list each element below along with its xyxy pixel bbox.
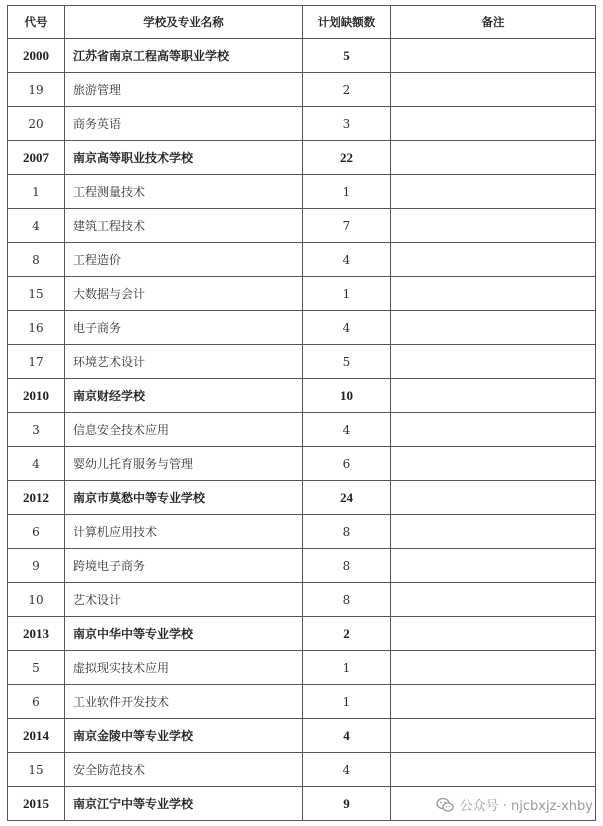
school-row	[8, 617, 596, 651]
cell-name: 艺术设计	[65, 583, 303, 617]
cell-count: 5	[303, 345, 391, 379]
cell-note	[391, 447, 596, 481]
cell-note	[391, 583, 596, 617]
cell-count: 8	[303, 515, 391, 549]
cell-code: 2013	[8, 617, 65, 651]
cell-note	[391, 345, 596, 379]
cell-count: 8	[303, 583, 391, 617]
cell-count: 10	[303, 379, 391, 413]
watermark	[436, 795, 593, 814]
cell-name: 南京金陵中等专业学校	[65, 719, 303, 753]
cell-name: 南京中华中等专业学校	[65, 617, 303, 651]
cell-name: 电子商务	[65, 311, 303, 345]
cell-note	[391, 719, 596, 753]
cell-count: 9	[303, 787, 391, 821]
watermark-text: 公众号 · njcbxjz-xhby	[459, 799, 593, 814]
cell-note	[391, 175, 596, 209]
cell-count: 24	[303, 481, 391, 515]
cell-code: 6	[8, 685, 65, 719]
major-row	[8, 311, 596, 345]
major-row	[8, 209, 596, 243]
cell-code: 19	[8, 73, 65, 107]
cell-count: 1	[303, 175, 391, 209]
major-row	[8, 413, 596, 447]
cell-count: 2	[303, 617, 391, 651]
cell-count: 4	[303, 719, 391, 753]
cell-count: 3	[303, 107, 391, 141]
cell-code: 4	[8, 209, 65, 243]
school-row	[8, 379, 596, 413]
cell-name: 工业软件开发技术	[65, 685, 303, 719]
cell-count: 4	[303, 413, 391, 447]
cell-code: 2007	[8, 141, 65, 175]
cell-count: 4	[303, 311, 391, 345]
major-row	[8, 277, 596, 311]
major-row	[8, 651, 596, 685]
cell-code: 4	[8, 447, 65, 481]
enrollment-table	[7, 5, 596, 821]
major-row	[8, 243, 596, 277]
cell-name: 南京市莫愁中等专业学校	[65, 481, 303, 515]
header-note: 备注	[391, 6, 596, 39]
cell-name: 江苏省南京工程高等职业学校	[65, 39, 303, 73]
cell-count: 6	[303, 447, 391, 481]
major-row	[8, 583, 596, 617]
cell-note	[391, 549, 596, 583]
cell-code: 9	[8, 549, 65, 583]
cell-code: 2015	[8, 787, 65, 821]
cell-code: 2010	[8, 379, 65, 413]
cell-code: 15	[8, 277, 65, 311]
cell-name: 南京高等职业技术学校	[65, 141, 303, 175]
cell-code: 16	[8, 311, 65, 345]
cell-note	[391, 141, 596, 175]
major-row	[8, 515, 596, 549]
header-code: 代号	[8, 6, 65, 39]
cell-code: 1	[8, 175, 65, 209]
cell-note	[391, 413, 596, 447]
major-row	[8, 175, 596, 209]
major-row	[8, 345, 596, 379]
cell-name: 跨境电子商务	[65, 549, 303, 583]
cell-name: 南京财经学校	[65, 379, 303, 413]
cell-note	[391, 651, 596, 685]
cell-name: 大数据与会计	[65, 277, 303, 311]
cell-code: 3	[8, 413, 65, 447]
cell-name: 婴幼儿托育服务与管理	[65, 447, 303, 481]
cell-note	[391, 515, 596, 549]
major-row	[8, 73, 596, 107]
cell-note	[391, 481, 596, 515]
cell-name: 旅游管理	[65, 73, 303, 107]
cell-count: 1	[303, 277, 391, 311]
cell-name: 计算机应用技术	[65, 515, 303, 549]
cell-code: 15	[8, 753, 65, 787]
cell-count: 8	[303, 549, 391, 583]
cell-note	[391, 243, 596, 277]
table-body	[8, 39, 596, 821]
cell-code: 2000	[8, 39, 65, 73]
cell-note	[391, 73, 596, 107]
major-row	[8, 447, 596, 481]
cell-code: 2012	[8, 481, 65, 515]
cell-name: 信息安全技术应用	[65, 413, 303, 447]
cell-code: 2014	[8, 719, 65, 753]
cell-name: 建筑工程技术	[65, 209, 303, 243]
cell-count: 1	[303, 651, 391, 685]
cell-name: 南京江宁中等专业学校	[65, 787, 303, 821]
major-row	[8, 107, 596, 141]
cell-code: 17	[8, 345, 65, 379]
cell-code: 6	[8, 515, 65, 549]
cell-note	[391, 277, 596, 311]
wechat-icon	[436, 797, 454, 813]
cell-note	[391, 107, 596, 141]
school-row	[8, 481, 596, 515]
cell-count: 22	[303, 141, 391, 175]
cell-count: 7	[303, 209, 391, 243]
cell-note	[391, 379, 596, 413]
cell-note	[391, 311, 596, 345]
cell-note	[391, 617, 596, 651]
header-name: 学校及专业名称	[65, 6, 303, 39]
cell-note	[391, 209, 596, 243]
cell-code: 10	[8, 583, 65, 617]
major-row	[8, 685, 596, 719]
cell-note	[391, 685, 596, 719]
school-row	[8, 39, 596, 73]
cell-name: 工程造价	[65, 243, 303, 277]
school-row	[8, 719, 596, 753]
cell-count: 4	[303, 243, 391, 277]
cell-code: 8	[8, 243, 65, 277]
cell-count: 2	[303, 73, 391, 107]
cell-name: 环境艺术设计	[65, 345, 303, 379]
cell-count: 4	[303, 753, 391, 787]
cell-name: 虚拟现实技术应用	[65, 651, 303, 685]
cell-code: 5	[8, 651, 65, 685]
cell-name: 工程测量技术	[65, 175, 303, 209]
cell-name: 安全防范技术	[65, 753, 303, 787]
cell-name: 商务英语	[65, 107, 303, 141]
cell-code: 20	[8, 107, 65, 141]
major-row	[8, 549, 596, 583]
header-count: 计划缺额数	[303, 6, 391, 39]
school-row	[8, 141, 596, 175]
header-row	[8, 6, 596, 39]
cell-count: 1	[303, 685, 391, 719]
cell-count: 5	[303, 39, 391, 73]
cell-note	[391, 753, 596, 787]
major-row	[8, 753, 596, 787]
cell-note	[391, 39, 596, 73]
